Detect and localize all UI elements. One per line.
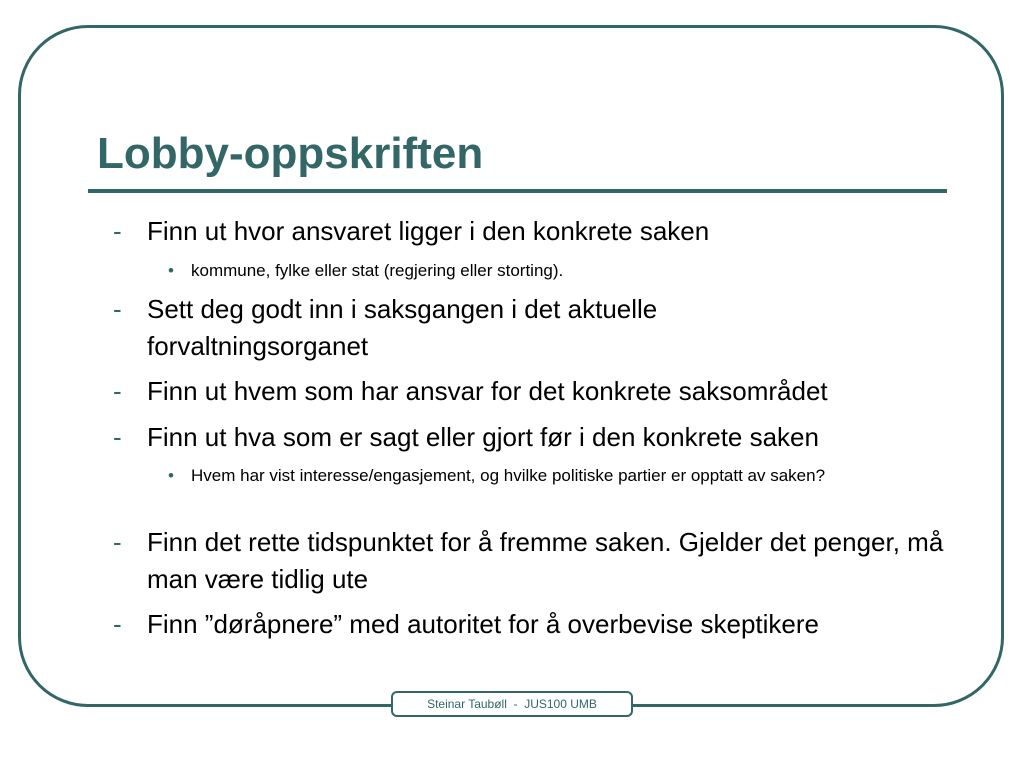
sub-bullet-item <box>168 258 968 283</box>
dash-marker: - <box>113 376 122 406</box>
bullet-item <box>113 213 973 250</box>
slide-title: Lobby-oppskriften <box>97 129 484 178</box>
bullet-dot-marker: • <box>168 261 174 280</box>
bullet-item <box>113 524 973 598</box>
dash-marker: - <box>113 527 122 557</box>
dash-marker: - <box>113 216 122 246</box>
bullet-item <box>113 606 973 643</box>
bullet-text: Sett deg godt inn i saksgangen i det aktuelle forvaltningsorganet <box>147 294 658 361</box>
bullet-text: Finn det rette tidspunktet for å fremme saken. Gjelder det penger, må man være tidlig ute <box>147 527 944 594</box>
bullet-item <box>113 373 973 410</box>
bullet-text: Finn ut hva som er sagt eller gjort før i den konkrete saken <box>147 422 819 452</box>
bullet-text: Finn ”døråpnere” med autoritet for å overbevise skeptikere <box>147 609 819 639</box>
sub-bullet-text: Hvem har vist interesse/engasjement, og hvilke politiske partier er opptatt av saken? <box>191 466 826 485</box>
dash-marker: - <box>113 609 122 639</box>
sub-bullet-item <box>168 463 968 488</box>
bullet-text: Finn ut hvem som har ansvar for det konkrete saksområdet <box>147 376 828 406</box>
dash-marker: - <box>113 294 122 324</box>
slide-footer: Steinar Taubøll - JUS100 UMB <box>391 691 633 717</box>
bullet-dot-marker: • <box>168 466 174 485</box>
bullet-item <box>113 419 973 456</box>
bullet-item <box>113 291 793 365</box>
dash-marker: - <box>113 422 122 452</box>
sub-bullet-text: kommune, fylke eller stat (regjering eller storting). <box>191 261 564 280</box>
bullet-text: Finn ut hvor ansvaret ligger i den konkrete saken <box>147 216 710 246</box>
